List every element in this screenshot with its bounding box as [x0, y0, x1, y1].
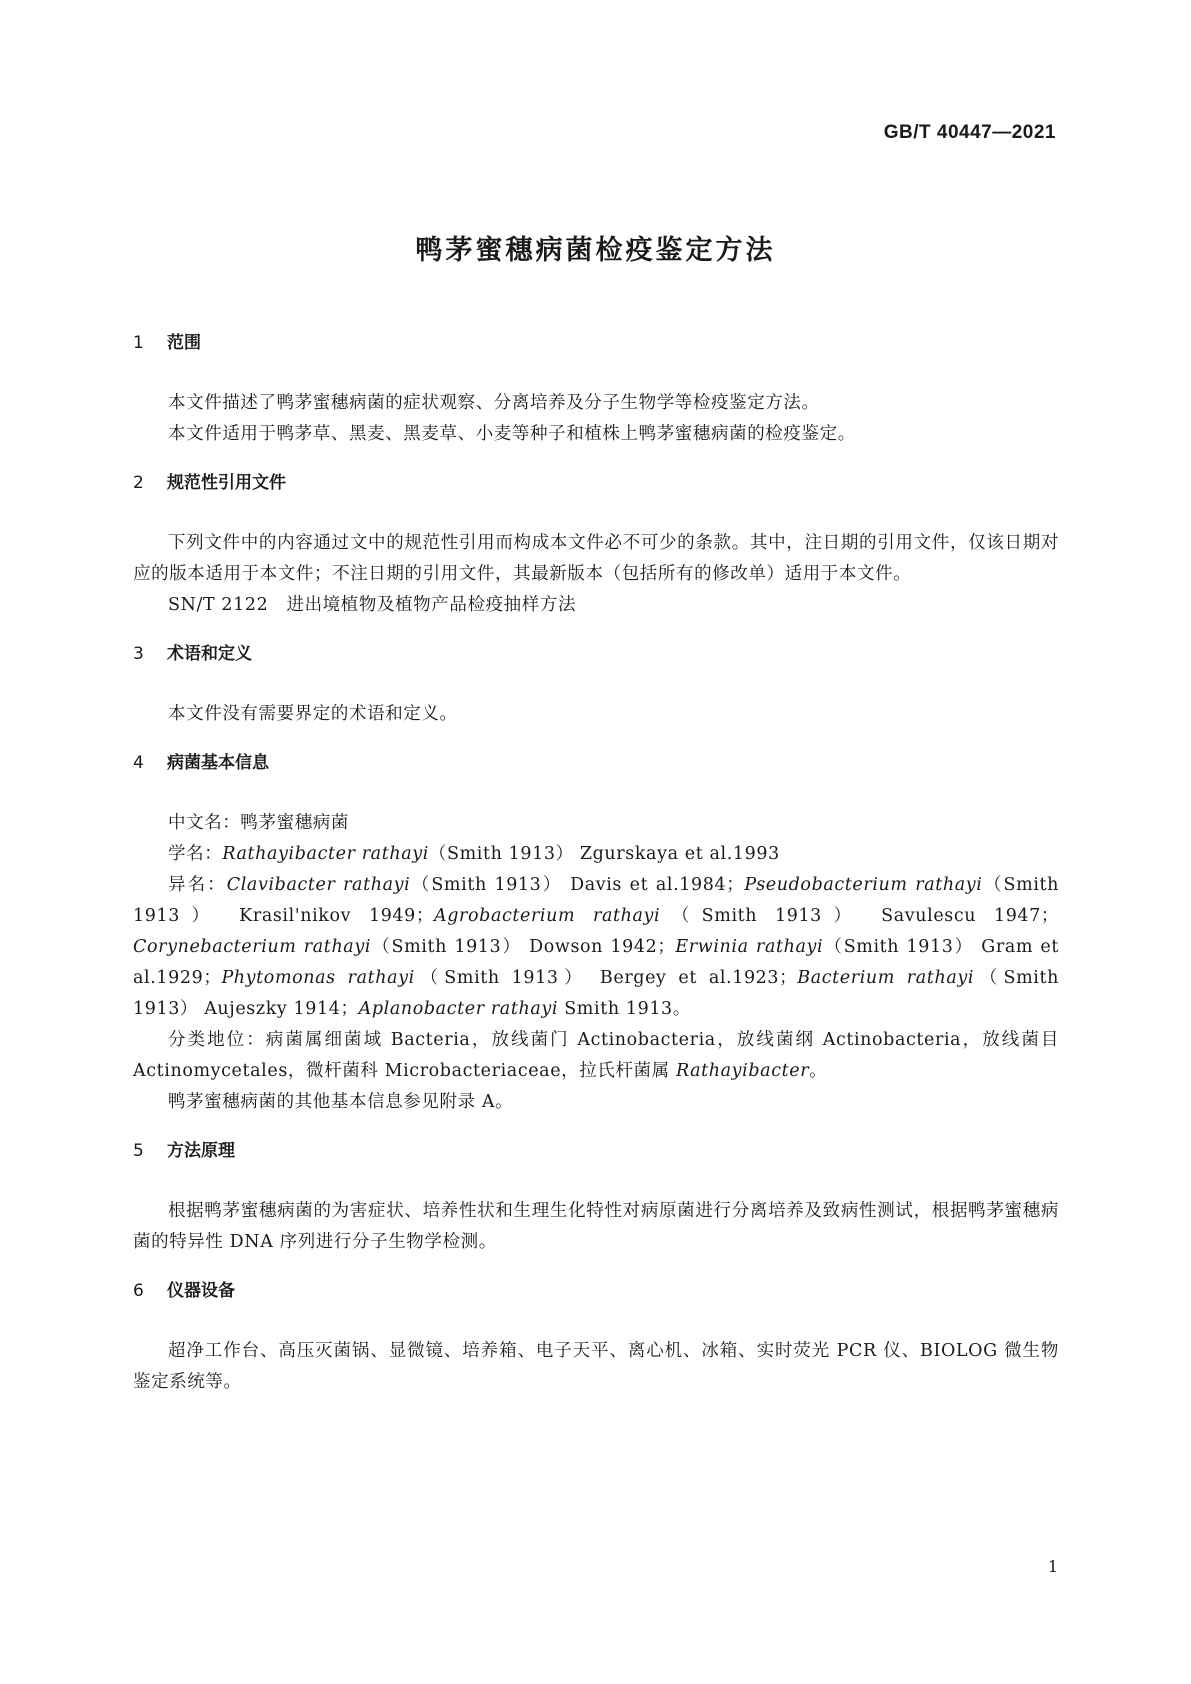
section-scope [133, 332, 1059, 450]
section-heading: 6 仪器设备 [133, 1281, 235, 1301]
section-heading: 4 病菌基本信息 [133, 753, 269, 773]
section-heading: 5 方法原理 [133, 1141, 235, 1161]
chinese-name: 中文名：鸭茅蜜穗病菌 [168, 813, 349, 833]
paragraph: 根据鸭茅蜜穗病菌的为害症状、培养性状和生理生化特性对病原菌进行分离培养及致病性测试，根据鸭茅蜜穗病菌的特异性 DNA 序列进行分子生物学检测。 [133, 1201, 1059, 1252]
section-pathogen-info [133, 752, 1059, 1118]
section-heading: 2 规范性引用文件 [133, 473, 286, 493]
paragraph: 超净工作台、高压灭菌锅、显微镜、培养箱、电子天平、离心机、冰箱、实时荧光 PCR 仪、BIOLOG 微生物鉴定系统等。 [133, 1341, 1059, 1392]
paragraph: 本文件没有需要界定的术语和定义。 [168, 704, 458, 724]
paragraph: 下列文件中的内容通过文中的规范性引用而构成本文件必不可少的条款。其中，注日期的引用文件，仅该日期对应的版本适用于本文件；不注日期的引用文件，其最新版本（包括所有的修改单）适用于本文件。 [133, 533, 1059, 584]
page-number: 1 [1047, 1557, 1058, 1576]
section-equipment [133, 1280, 1059, 1398]
section-method-principle [133, 1140, 1059, 1258]
scientific-name: 学名：Rathayibacter rathayi（Smith 1913） Zgurskaya et al.1993 [168, 844, 780, 864]
paragraph: 本文件描述了鸭茅蜜穗病菌的症状观察、分离培养及分子生物学等检疫鉴定方法。 [168, 393, 820, 413]
document-title: 鸭茅蜜穗病菌检疫鉴定方法 [415, 235, 776, 266]
section-heading: 1 范围 [133, 333, 201, 353]
document-body [133, 332, 1059, 1420]
taxonomy: 分类地位：病菌属细菌域 Bacteria，放线菌门 Actinobacteria，放线菌纲 Actinobacteria，放线菌目 Actinomycetales，微杆菌科 Microbacteriaceae，拉氏杆菌属 Rathayibacter。 [133, 1030, 1059, 1081]
section-heading: 3 术语和定义 [133, 644, 252, 664]
synonyms: 异名：Clavibacter rathayi（Smith 1913） Davis et al.1984；Pseudobacterium rathayi（Smith 1913） Krasil'nikov 1949；Agrobacterium rathayi（Smith 1913） Savulescu 1947；Corynebacterium rathayi（Smith 1913） Dowson 1942；Erwinia rathayi（Smith 1913） Gram et al.1929；Phytomonas rathayi（Smith 1913） Bergey et al.1923；Bacterium rathayi（Smith 1913） Aujeszky 1914；Aplanobacter rathayi Smith 1913。 [133, 875, 1060, 1019]
paragraph: 鸭茅蜜穗病菌的其他基本信息参见附录 A。 [168, 1092, 514, 1112]
section-normative-references [133, 472, 1059, 621]
paragraph: 本文件适用于鸭茅草、黑麦、黑麦草、小麦等种子和植株上鸭茅蜜穗病菌的检疫鉴定。 [168, 424, 856, 444]
reference-item: SN/T 2122 进出境植物及植物产品检疫抽样方法 [168, 595, 577, 615]
standard-code: GB/T 40447—2021 [883, 122, 1056, 143]
section-terms [133, 643, 1059, 730]
